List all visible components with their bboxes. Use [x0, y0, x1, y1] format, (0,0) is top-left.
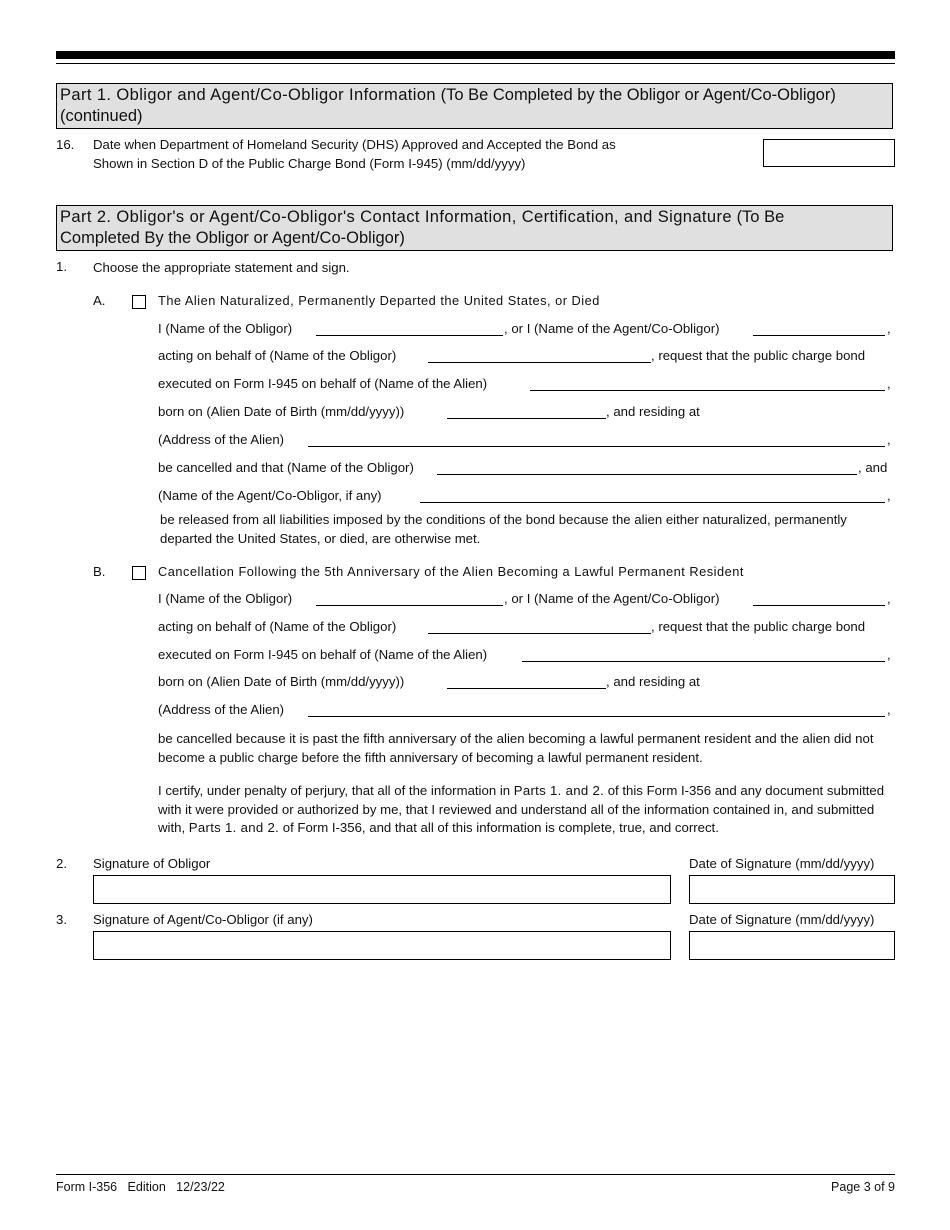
b-obligor-name-label: I (Name of the Obligor): [158, 591, 293, 606]
b-obligor-name-field[interactable]: [316, 605, 503, 606]
a-alien-address-field[interactable]: [308, 446, 885, 447]
obligor-signature-field[interactable]: [93, 875, 671, 904]
comma: ,: [887, 321, 891, 336]
q16-number: 16.: [56, 137, 75, 152]
comma: ,: [887, 376, 891, 391]
a-agent-name-label: , or I (Name of the Agent/Co-Obligor): [504, 321, 720, 336]
q3-number: 3.: [56, 912, 67, 927]
footer-page-number: Page 3 of 9: [831, 1180, 895, 1194]
footer-form-edition: Form I-356 Edition 12/23/22: [56, 1180, 225, 1194]
a-obligor-name-label: I (Name of the Obligor): [158, 321, 293, 336]
a-obligor-name-field[interactable]: [316, 335, 503, 336]
a-behalf-obligor-field[interactable]: [428, 362, 651, 363]
a-residing-text: , and residing at: [606, 404, 700, 419]
cert-part3: of Form I-356, and that all of this information is complete, true, and correct.: [282, 820, 719, 835]
part1-heading-label: Part 1. Obligor and Agent/Co-Obligor Information: [60, 86, 436, 104]
option-a-body: be released from all liabilities imposed by the conditions of the bond because the alien either naturalized, permanently departed the United States, or died, are otherwise met.: [160, 512, 847, 546]
cert-parts-ref-1: Parts 1. and 2.: [513, 783, 605, 798]
comma: ,: [887, 488, 891, 503]
option-a-letter: A.: [93, 293, 106, 308]
a-alien-dob-label: born on (Alien Date of Birth (mm/dd/yyyy)): [158, 404, 405, 419]
q2-label: Signature of Obligor: [93, 856, 211, 871]
q3-date-label: Date of Signature (mm/dd/yyyy): [689, 912, 875, 927]
part1-heading-continued: (continued): [60, 107, 143, 125]
option-a-checkbox[interactable]: [132, 295, 146, 309]
q16-date-input[interactable]: [763, 139, 895, 167]
a-alien-address-label: (Address of the Alien): [158, 432, 285, 447]
b-behalf-obligor-field[interactable]: [428, 633, 651, 634]
q3-label: Signature of Agent/Co-Obligor (if any): [93, 912, 313, 927]
q16-label-line2: Shown in Section D of the Public Charge Bond (Form I-945) (mm/dd/yyyy): [93, 156, 526, 171]
b-alien-dob-field[interactable]: [447, 688, 606, 689]
b-agent-name-label: , or I (Name of the Agent/Co-Obligor): [504, 591, 720, 606]
cert-part1: I certify, under penalty of perjury, that all of the information in: [158, 783, 511, 798]
comma: ,: [887, 702, 891, 717]
part2-heading-line2: Completed By the Obligor or Agent/Co-Obligor): [60, 229, 405, 247]
q16-label-line1: Date when Department of Homeland Security (DHS) Approved and Accepted the Bond as: [93, 137, 616, 152]
agent-signature-field[interactable]: [93, 931, 671, 960]
b-agent-name-field[interactable]: [753, 605, 885, 606]
comma: ,: [887, 591, 891, 606]
cert-part2: of this Form I-356 and any document submitted with it were provided or authorized by me, that I reviewed and understand all of the information contained in, and submitted with,: [158, 783, 885, 835]
a-agent-name-field[interactable]: [753, 335, 885, 336]
q1-number: 1.: [56, 259, 67, 274]
option-b-body: be cancelled because it is past the fifth anniversary of the alien becoming a lawful permanent resident and the alien did not become a public charge before the fifth anniversary of becoming a lawful permanent resident.: [158, 731, 874, 765]
part2-heading-label: Part 2. Obligor's or Agent/Co-Obligor's Contact Information, Certification, and Signature: [60, 208, 732, 226]
b-residing-text: , and residing at: [606, 674, 700, 689]
b-alien-name-label: executed on Form I-945 on behalf of (Name of the Alien): [158, 647, 488, 662]
option-b-checkbox[interactable]: [132, 566, 146, 580]
b-behalf-obligor-label: acting on behalf of (Name of the Obligor): [158, 619, 397, 634]
agent-signature-date-field[interactable]: [689, 931, 895, 960]
a-alien-name-label: executed on Form I-945 on behalf of (Name of the Alien): [158, 376, 488, 391]
b-alien-name-field[interactable]: [522, 661, 885, 662]
a-and-text: , and: [858, 460, 888, 475]
top-rule-thin: [56, 63, 895, 64]
obligor-signature-date-field[interactable]: [689, 875, 895, 904]
part2-heading-rest: (To Be: [736, 208, 785, 226]
b-request-text: , request that the public charge bond: [651, 619, 866, 634]
q2-number: 2.: [56, 856, 67, 871]
option-b-letter: B.: [93, 564, 106, 579]
option-a-title: The Alien Naturalized, Permanently Departed the United States, or Died: [158, 293, 600, 308]
q2-date-label: Date of Signature (mm/dd/yyyy): [689, 856, 875, 871]
a-behalf-obligor-label: acting on behalf of (Name of the Obligor): [158, 348, 397, 363]
part2-heading: [56, 205, 893, 251]
b-alien-dob-label: born on (Alien Date of Birth (mm/dd/yyyy)): [158, 674, 405, 689]
cert-parts-ref-2: Parts 1. and 2.: [188, 820, 280, 835]
comma: ,: [887, 432, 891, 447]
b-alien-address-label: (Address of the Alien): [158, 702, 285, 717]
part1-heading: [56, 83, 893, 129]
certification-text: [158, 782, 894, 838]
a-cancel-obligor-field[interactable]: [437, 474, 857, 475]
part1-heading-rest: (To Be Completed by the Obligor or Agent/Co-Obligor): [440, 86, 836, 104]
a-cancel-obligor-label: be cancelled and that (Name of the Obligor): [158, 460, 414, 475]
a-agent-if-any-label: (Name of the Agent/Co-Obligor, if any): [158, 488, 382, 503]
a-agent-if-any-field[interactable]: [420, 502, 885, 503]
q1-text: Choose the appropriate statement and sign.: [93, 260, 350, 275]
a-request-text: , request that the public charge bond: [651, 348, 866, 363]
a-alien-name-field[interactable]: [530, 390, 885, 391]
option-b-title: Cancellation Following the 5th Anniversary of the Alien Becoming a Lawful Permanent Resident: [158, 564, 744, 579]
comma: ,: [887, 647, 891, 662]
top-rule-thick: [56, 51, 895, 59]
a-alien-dob-field[interactable]: [447, 418, 606, 419]
b-alien-address-field[interactable]: [308, 716, 885, 717]
footer-rule: [56, 1174, 895, 1175]
